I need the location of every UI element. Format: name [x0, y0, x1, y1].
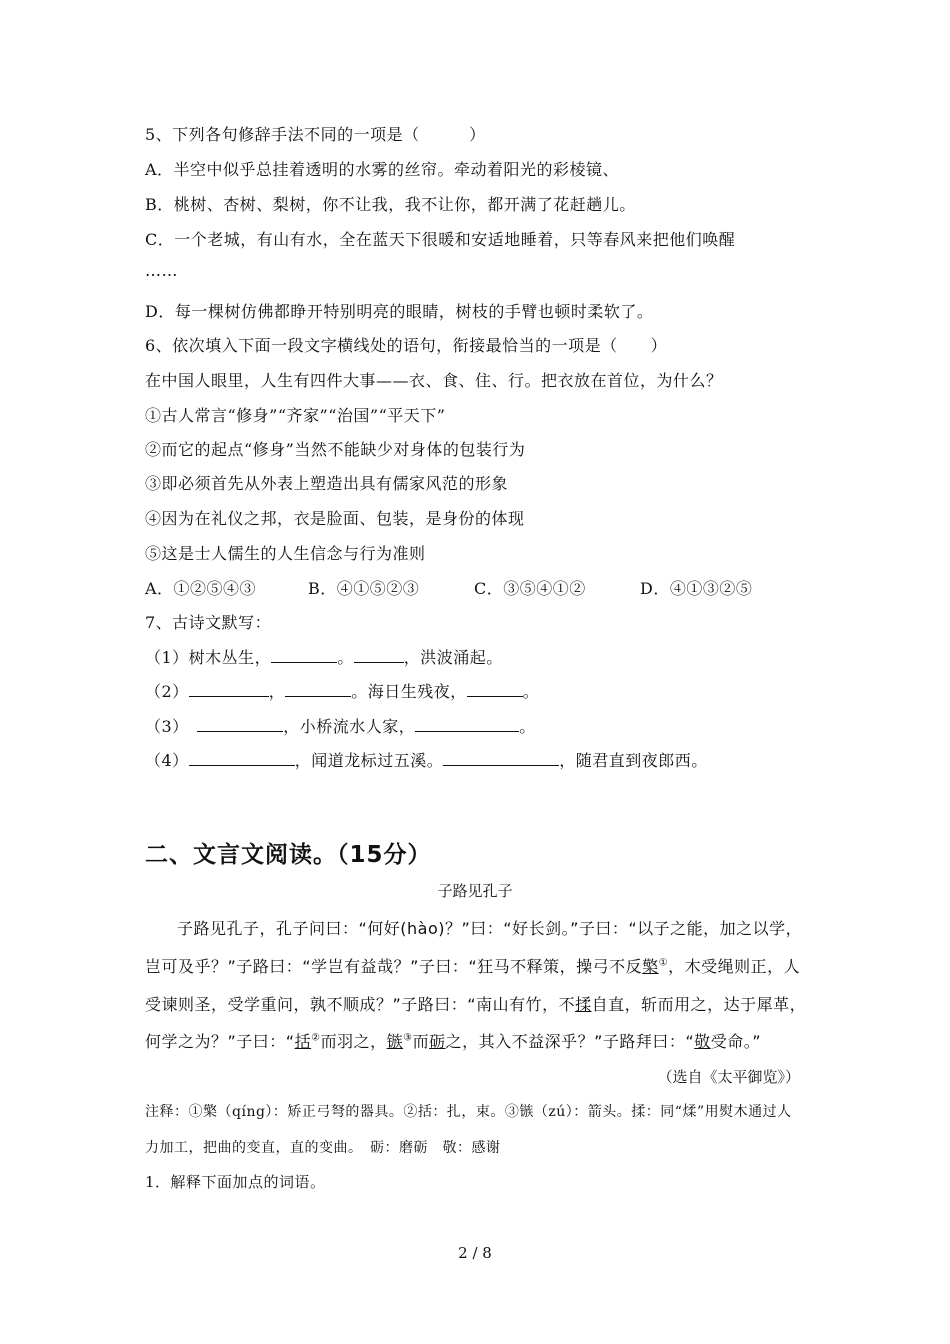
passage-line-4	[145, 1029, 761, 1052]
question-1: 1．解释下面加点的词语。	[145, 1173, 326, 1191]
footnote-marker: ①	[658, 957, 669, 969]
passage-text: 自直，斩而用之，达于犀革，	[591, 995, 807, 1014]
q6-sentence-1: ①古人常言“修身”“齐家”“治国”“平天下”	[145, 406, 446, 425]
passage-line-3	[145, 992, 806, 1015]
annotation-line-1: 注释：①檠（qíng）：矫正弓弩的器具。②括：扎，束。③镞（zú）：箭头。揉：同“煣”用熨木通过人	[145, 1104, 792, 1120]
annotation-line-2: 力加工，把曲的变直，直的变曲。 砺：磨砺 敬：感谢	[145, 1140, 501, 1156]
dotted-word: 括	[294, 1032, 312, 1051]
q5-option-a: A．半空中似乎总挂着透明的水雾的丝帘。牵动着阳光的彩棱镜、	[145, 160, 620, 179]
q6-option-b: B．④①⑤②③	[308, 579, 420, 598]
q7-item-2-text: （2）	[145, 682, 189, 701]
q7-item-4-text: ，闻道龙标过五溪。	[294, 751, 444, 770]
passage-text: 受谏则圣，受学重问，孰不顺成？”子路曰：“南山有竹，不	[145, 995, 576, 1014]
q7-item-3-text: ，小桥流水人家，	[283, 717, 416, 736]
q6-option-c: C．③⑤④①②	[474, 579, 586, 598]
answer-blank	[189, 751, 295, 766]
q7-item-4	[145, 748, 708, 771]
passage-text: 之，其入不益深乎？”子路拜曰：“	[445, 1032, 695, 1051]
q7-item-1-text: 。	[337, 648, 354, 667]
passage-text: 而	[412, 1032, 430, 1051]
passage-source: （选自《太平御览》）	[657, 1068, 800, 1086]
q7-item-3	[145, 714, 536, 737]
page-number: 2 / 8	[458, 1244, 492, 1262]
q7-item-2	[145, 679, 539, 702]
q7-stem: 7、古诗文默写：	[145, 613, 272, 632]
passage-line-1: 子路见孔子，孔子问曰：“何好(hào)？”曰：“好长剑。”子曰：“以子之能，加之以学，	[177, 919, 803, 938]
answer-blank	[197, 717, 283, 732]
q6-option-d: D．④①③②⑤	[640, 579, 753, 598]
passage-text: 岂可及乎？”子路曰：“学岂有益哉？”子曰：“狂马不释策，操弓不反	[145, 957, 643, 976]
dotted-word: 揉	[575, 995, 592, 1014]
q6-sentence-3: ③即必须首先从外表上塑造出具有儒家风范的形象	[145, 474, 509, 493]
passage-text: 而羽之，	[320, 1032, 387, 1051]
q7-item-3-text: （3）	[145, 717, 198, 736]
q6-intro: 在中国人眼里，人生有四件大事——衣、食、住、行。把衣放在首位，为什么？	[145, 371, 723, 390]
footnote-marker: ③	[403, 1032, 413, 1044]
q7-item-3-text: 。	[519, 717, 536, 736]
q6-sentence-2: ②而它的起点“修身”当然不能缺少对身体的包装行为	[145, 440, 526, 459]
q6-option-a: A．①②⑤④③	[145, 579, 257, 598]
passage-text: 何学之为？”子曰：“	[145, 1032, 295, 1051]
q6-sentence-4: ④因为在礼仪之邦，衣是脸面、包装，是身份的体现	[145, 509, 525, 528]
q7-item-2-text: 。	[522, 682, 540, 701]
q5-option-c-cont: ……	[145, 261, 178, 280]
q5-option-b: B．桃树、杏树、梨树，你不让我，我不让你，都开满了花赶趟儿。	[145, 195, 636, 214]
passage-line-2	[145, 954, 800, 977]
q7-item-1	[145, 645, 503, 668]
q5-option-d: D．每一棵树仿佛都睁开特别明亮的眼睛，树枝的手臂也顿时柔软了。	[145, 302, 654, 321]
q7-item-4-text: ，随君直到夜郎西。	[559, 751, 708, 770]
passage-title: 子路见孔子	[437, 882, 513, 900]
answer-blank	[189, 682, 269, 697]
answer-blank	[415, 717, 519, 732]
q6-sentence-5: ⑤这是士人儒生的人生信念与行为准则	[145, 544, 426, 563]
dotted-word: 砺	[429, 1032, 446, 1051]
passage-text: 受命。”	[710, 1032, 762, 1051]
answer-blank	[467, 682, 523, 697]
q7-item-2-text: ，	[268, 682, 286, 701]
q5-option-c: C．一个老城，有山有水，全在蓝天下很暖和安适地睡着，只等春风来把他们唤醒	[145, 230, 736, 249]
dotted-word: 檠	[642, 957, 659, 976]
passage-text: ，木受绳则正，人	[668, 957, 801, 976]
q7-item-1-text: （1）树木丛生，	[145, 648, 272, 667]
answer-blank	[285, 682, 351, 697]
q6-stem: 6、依次填入下面一段文字横线处的语句，衔接最恰当的一项是（ ）	[145, 336, 668, 355]
q5-stem: 5、下列各句修辞手法不同的一项是（ ）	[145, 125, 486, 144]
answer-blank	[271, 648, 337, 663]
answer-blank	[443, 751, 559, 766]
dotted-word: 镞	[386, 1032, 404, 1051]
q7-item-4-text: （4）	[145, 751, 189, 770]
dotted-word: 敬	[694, 1032, 711, 1051]
footnote-marker: ②	[311, 1032, 321, 1044]
answer-blank	[354, 648, 404, 663]
section-heading: 二、文言文阅读。（15分）	[145, 842, 432, 868]
q7-item-2-text: 。海日生残夜，	[351, 682, 467, 701]
q7-item-1-text: ，洪波涌起。	[403, 648, 503, 667]
